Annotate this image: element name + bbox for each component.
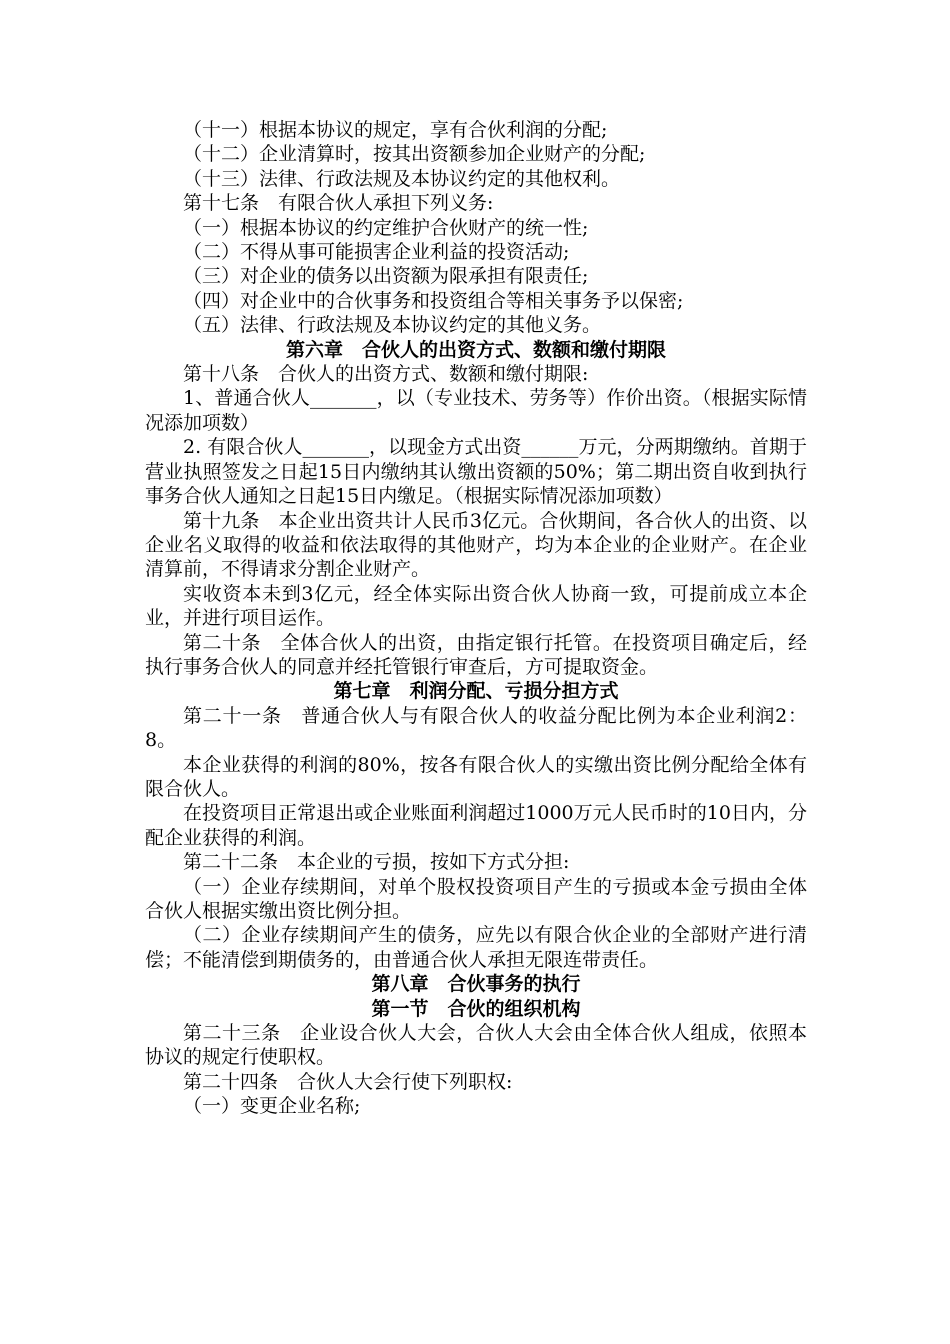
chapter-heading: 第七章 利润分配、亏损分担方式 (333, 680, 619, 703)
chapter-heading: 第六章 合伙人的出资方式、数额和缴付期限 (285, 338, 666, 361)
article-heading: 第二十二条 本企业的亏损，按如下方式分担: (183, 851, 570, 874)
clause-item: （一）根据本协议的约定维护合伙财产的统一性; (183, 216, 589, 239)
article-heading: 第十七条 有限合伙人承担下列义务: (183, 192, 494, 215)
article-paragraph: 实收资本未到3亿元，经全体实际出资合伙人协商一致，可提前成立本企业，并进行项目运作。 (145, 582, 807, 630)
article-paragraph: 第十九条 本企业出资共计人民币3亿元。合伙期间，各合伙人的出资、以企业名义取得的收益和依法取得的其他财产，均为本企业的企业财产。在企业清算前，不得请求分割企业财产。 (145, 509, 807, 581)
article-heading: 第二十四条 合伙人大会行使下列职权: (183, 1070, 513, 1093)
clause-item: （四）对企业中的合伙事务和投资组合等相关事务予以保密; (183, 289, 684, 312)
article-paragraph: 第二十三条 企业设合伙人大会，合伙人大会由全体合伙人组成，依照本协议的规定行使职权。 (145, 1022, 807, 1069)
document-page (145, 118, 807, 1119)
clause-item: （三）对企业的债务以出资额为限承担有限责任; (183, 265, 589, 288)
article-paragraph: 第二十一条 普通合伙人与有限合伙人的收益分配比例为本企业利润2：8。 (145, 704, 807, 752)
clause-item: （十一）根据本协议的规定，享有合伙利润的分配; (183, 119, 608, 141)
clause-item: 1、普通合伙人_______，以（专业技术、劳务等）作价出资。（根据实际情况添加项数） (145, 387, 807, 434)
clause-item: （五）法律、行政法规及本协议约定的其他义务。 (183, 314, 602, 337)
clause-item: （十二）企业清算时，按其出资额参加企业财产的分配; (183, 143, 646, 166)
article-paragraph: 在投资项目正常退出或企业账面利润超过1000万元人民币时的10日内，分配企业获得的利润。 (145, 802, 807, 849)
article-paragraph: 第二十条 全体合伙人的出资，由指定银行托管。在投资项目确定后，经执行事务合伙人的同意并经托管银行审查后，方可提取资金。 (145, 631, 807, 678)
article-heading: 第十八条 合伙人的出资方式、数额和缴付期限: (183, 363, 589, 386)
clause-item: （二）不得从事可能损害企业利益的投资活动; (183, 241, 570, 264)
clause-item: （十三）法律、行政法规及本协议约定的其他权利。 (183, 167, 621, 190)
chapter-heading: 第八章 合伙事务的执行 (371, 973, 581, 996)
clause-item: （二）企业存续期间产生的债务，应先以有限合伙企业的全部财产进行清偿；不能清偿到期债务的，由普通合伙人承担无限连带责任。 (145, 924, 807, 971)
article-paragraph: 本企业获得的利润的80%，按各有限合伙人的实缴出资比例分配给全体有限合伙人。 (145, 753, 807, 800)
clause-item: （一）变更企业名称; (183, 1095, 361, 1118)
clause-item: （一）企业存续期间，对单个股权投资项目产生的亏损或本金亏损由全体合伙人根据实缴出资比例分担。 (145, 875, 807, 922)
section-heading: 第一节 合伙的组织机构 (371, 997, 581, 1020)
clause-item: 2. 有限合伙人_______，以现金方式出资______万元，分两期缴纳。首期于营业执照签发之日起15日内缴纳其认缴出资额的50%；第二期出资自收到执行事务合伙人通知之日起15日内缴足。（根据实际情况添加项数） (145, 436, 807, 508)
